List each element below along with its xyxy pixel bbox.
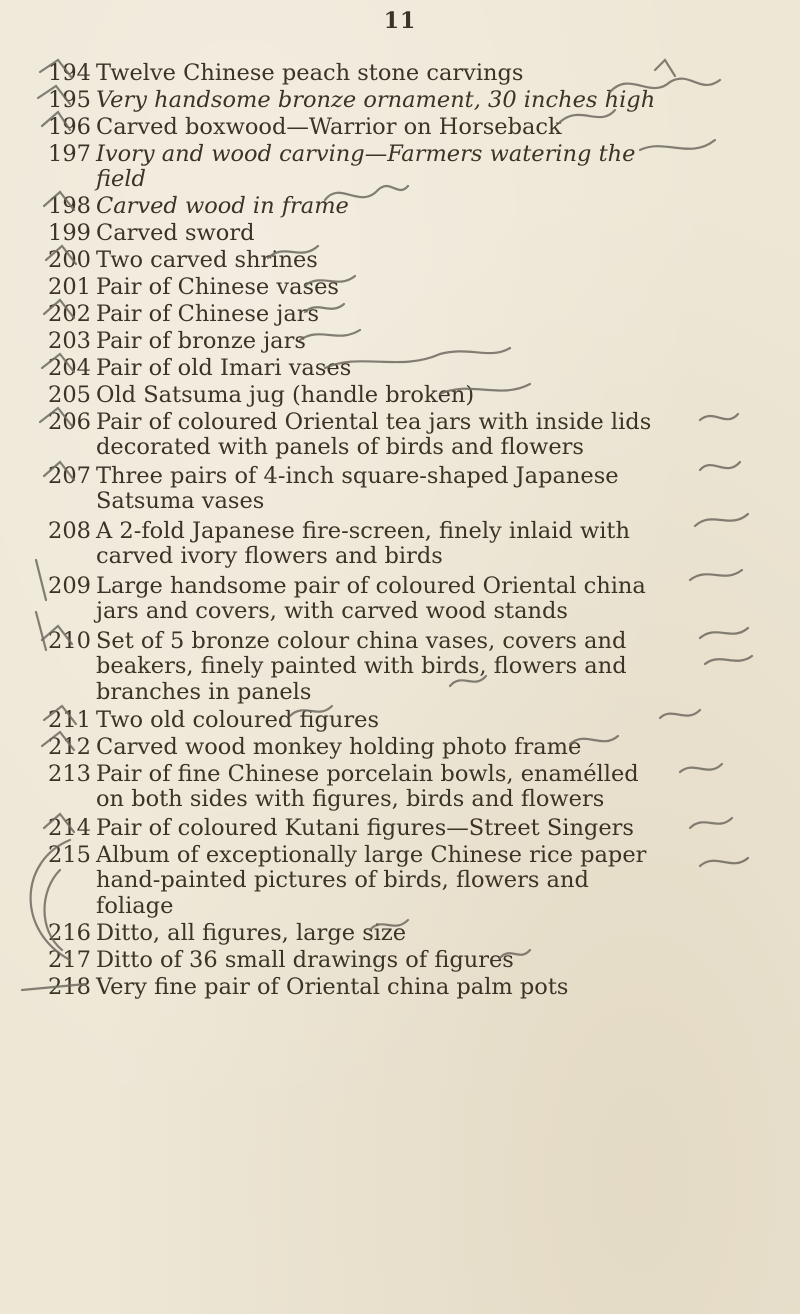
lot-description: Carved sword: [96, 220, 255, 246]
lot-description-continued: branches in panels: [96, 679, 312, 705]
pencil-scribble: [655, 60, 675, 76]
lot-description: Pair of bronze jars: [96, 328, 306, 354]
lot-number: 197: [48, 141, 91, 167]
lot-description: Ditto of 36 small drawings of figures: [96, 947, 514, 973]
lot-description: Carved boxwood—Warrior on Horseback: [96, 114, 562, 140]
lot-description: Carved wood in frame: [96, 193, 349, 219]
pencil-scribble: [690, 570, 742, 580]
lot-description-continued: jars and covers, with carved wood stands: [96, 598, 568, 624]
lot-number: 215: [48, 842, 91, 868]
lot-number: 213: [48, 761, 91, 787]
lot-description-continued: Satsuma vases: [96, 488, 265, 514]
lot-number: 203: [48, 328, 91, 354]
lot-description: Pair of coloured Kutani figures—Street Singers: [96, 815, 634, 841]
pencil-scribble: [300, 330, 360, 340]
pencil-scribble: [700, 858, 748, 866]
lot-description-continued: hand-painted pictures of birds, flowers and: [96, 867, 589, 893]
pencil-scribble: [700, 414, 738, 420]
lot-description: Album of exceptionally large Chinese rice paper: [96, 842, 647, 868]
lot-number: 210: [48, 628, 91, 654]
lot-description: Large handsome pair of coloured Oriental china: [96, 573, 646, 599]
lot-description: Ivory and wood carving—Farmers watering the: [96, 141, 636, 167]
lot-number: 195: [48, 87, 91, 113]
lot-description: Pair of old Imari vases: [96, 355, 352, 381]
lot-number: 211: [48, 707, 91, 733]
lot-number: 206: [48, 409, 91, 435]
lot-description: Pair of coloured Oriental tea jars with inside lids: [96, 409, 652, 435]
pencil-scribble: [640, 140, 715, 150]
lot-number: 196: [48, 114, 91, 140]
lot-description-continued: field: [96, 166, 146, 192]
pencil-scribble: [705, 656, 752, 664]
lot-number: 205: [48, 382, 91, 408]
lot-number: 214: [48, 815, 91, 841]
lot-number: 204: [48, 355, 91, 381]
lot-description: Pair of Chinese jars: [96, 301, 320, 327]
lot-description: Set of 5 bronze colour china vases, covers and: [96, 628, 627, 654]
lot-description: A 2-fold Japanese fire-screen, finely inlaid with: [96, 518, 630, 544]
lot-description: Old Satsuma jug (handle broken): [96, 382, 475, 408]
lot-description-continued: on both sides with figures, birds and flowers: [96, 786, 605, 812]
lot-number: 212: [48, 734, 91, 760]
lot-description: Pair of Chinese vases: [96, 274, 339, 300]
page-number: 11: [383, 8, 417, 34]
lot-description: Pair of fine Chinese porcelain bowls, enamélled: [96, 761, 639, 787]
lot-description: Two carved shrines: [96, 247, 318, 273]
lot-description: Very fine pair of Oriental china palm pots: [96, 974, 569, 1000]
pencil-scribble: [695, 514, 748, 526]
lot-number: 200: [48, 247, 91, 273]
lot-description-continued: beakers, finely painted with birds, flowers and: [96, 653, 627, 679]
lot-number: 201: [48, 274, 91, 300]
lot-number: 199: [48, 220, 91, 246]
lot-number: 194: [48, 60, 91, 86]
lot-description: Three pairs of 4-inch square-shaped Japanese: [96, 463, 619, 489]
lot-description-continued: foliage: [96, 893, 174, 919]
lot-description: Very handsome bronze ornament, 30 inches high: [96, 87, 656, 113]
pencil-tick: [36, 612, 46, 650]
lot-number: 202: [48, 301, 91, 327]
pencil-tick: [36, 560, 46, 600]
lot-description: Twelve Chinese peach stone carvings: [96, 60, 524, 86]
lot-number: 208: [48, 518, 91, 544]
lot-number: 209: [48, 573, 91, 599]
pencil-scribble: [325, 348, 510, 368]
lot-description: Carved wood monkey holding photo frame: [96, 734, 582, 760]
lot-description-continued: decorated with panels of birds and flowers: [96, 434, 584, 460]
lot-description: Two old coloured figures: [96, 707, 379, 733]
lot-number: 217: [48, 947, 91, 973]
pencil-scribble: [680, 764, 722, 772]
lot-description: Ditto, all figures, large size: [96, 920, 407, 946]
lot-number: 218: [48, 974, 91, 1000]
lot-number: 198: [48, 193, 91, 219]
lot-description-continued: carved ivory flowers and birds: [96, 543, 443, 569]
lot-number: 207: [48, 463, 91, 489]
lot-number: 216: [48, 920, 91, 946]
pencil-scribble: [700, 462, 740, 470]
pencil-scribble: [690, 818, 732, 828]
pencil-scribble: [660, 710, 700, 718]
pencil-scribble: [700, 628, 748, 638]
